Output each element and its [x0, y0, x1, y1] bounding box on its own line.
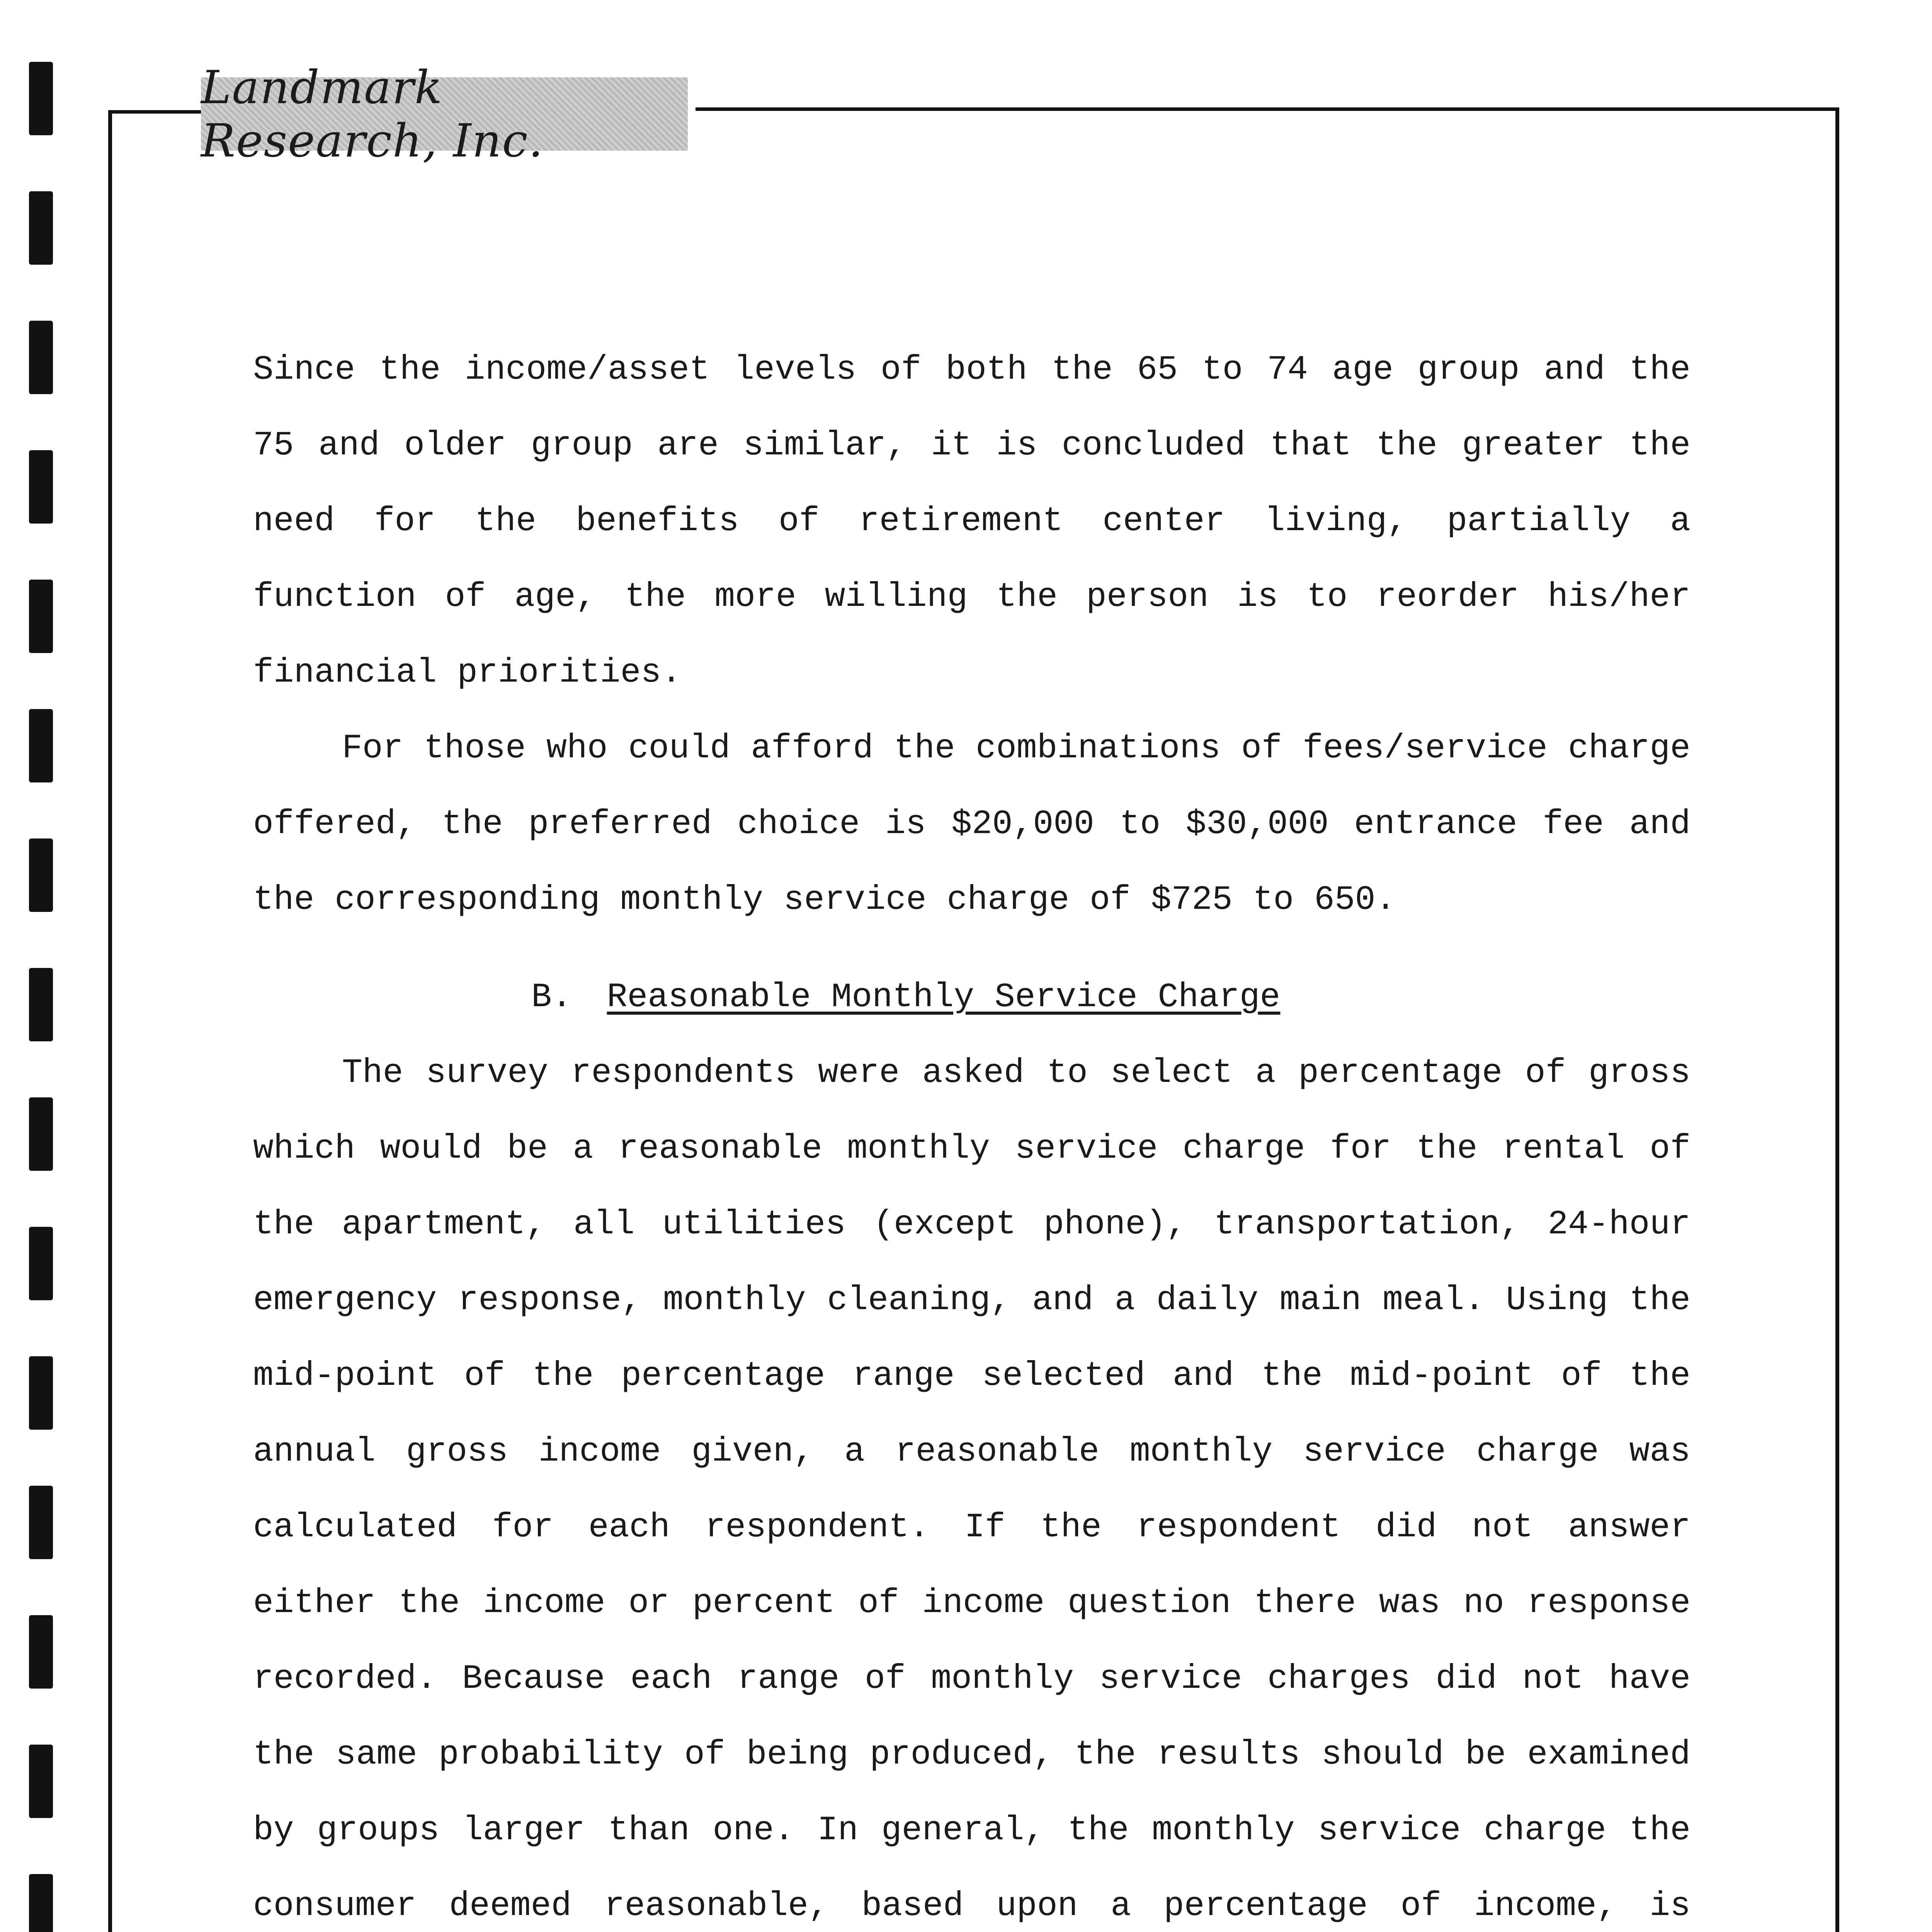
section-title: Reasonable Monthly Service Charge: [607, 978, 1281, 1017]
paragraph: The survey respondents were asked to select a percentage of gross which would be a reasonable monthly service charge for the rental of the apartment, all utilities (except phone), transportation, 24-hour emergency response, monthly cleaning, and a daily main meal. Using the mid-point of the percentage range selected and the mid-point of the annual gross income given, a reasonable monthly service charge was calculated for each respondent. If the respondent did not answer either the income or percent of income question there was no response recorded. Because each range of monthly service charges did not have the same probability of being produced, the results should be examined by groups larger than one. In general, the monthly service charge the consumer deemed reasonable, based upon a percentage of income, is: [253, 1054, 1690, 1925]
frame-left-line: [108, 110, 112, 1932]
section-heading: [253, 960, 1690, 1036]
paragraph: Since the income/asset levels of both the 65 to 74 age group and the 75 and older group are similar, it is concluded that the greater the need for the benefits of retirement center living, partially a function of age, the more willing the person is to reorder his/her financial priorities.: [253, 351, 1690, 692]
company-name: Landmark Research, Inc.: [201, 61, 544, 167]
frame-top-line: [108, 110, 201, 114]
paragraph: For those who could afford the combinations of fees/service charge offered, the preferred choice is $20,000 to $30,000 entrance fee and the corresponding monthly service charge of $725 to 650.: [253, 730, 1690, 919]
section-letter: B.: [531, 978, 572, 1017]
letterhead-logo: [201, 61, 688, 167]
frame-top-line: [696, 107, 1839, 111]
binder-marks: [29, 62, 56, 1932]
document-body: [253, 332, 1690, 1932]
frame-right-line: [1835, 108, 1839, 1932]
